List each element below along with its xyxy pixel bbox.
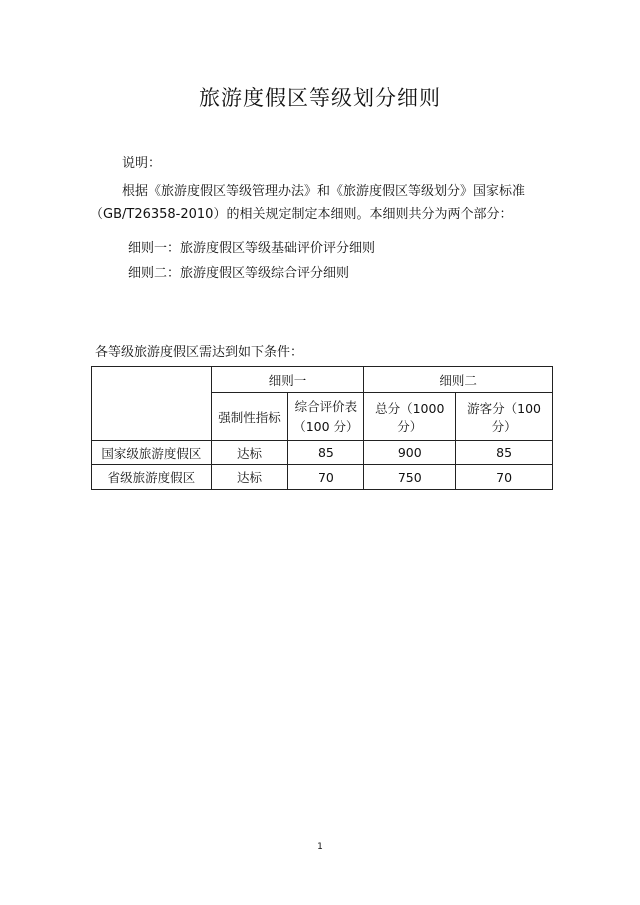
header-mandatory: 强制性指标 <box>211 393 288 441</box>
row-mandatory: 达标 <box>211 465 288 490</box>
conditions-table <box>91 366 553 490</box>
row-eval: 85 <box>288 441 364 465</box>
row-visitor: 70 <box>456 465 553 490</box>
row-name: 国家级旅游度假区 <box>92 441 212 465</box>
row-eval: 70 <box>288 465 364 490</box>
intro-paragraph: 根据《旅游度假区等级管理办法》和《旅游度假区等级划分》国家标准（GB/T26358-2010）的相关规定制定本细则。本细则共分为两个部分： <box>90 184 526 222</box>
row-total: 900 <box>364 441 456 465</box>
table-row <box>92 465 553 490</box>
row-total: 750 <box>364 465 456 490</box>
note-label: 说明： <box>122 156 162 171</box>
header-eval-line2: （100 分） <box>293 418 359 434</box>
page-number: 1 <box>317 842 323 852</box>
header-eval-line1: 综合评价表 <box>294 398 358 414</box>
header-eval <box>288 393 364 441</box>
header-total: 总分（1000 分） <box>364 393 456 441</box>
rule-item: 细则二：旅游度假区等级综合评分细则 <box>128 266 350 281</box>
row-visitor: 85 <box>456 441 553 465</box>
rule-item: 细则一：旅游度假区等级基础评价评分细则 <box>128 241 376 256</box>
header-group-2: 细则二 <box>364 367 553 393</box>
table-row <box>92 441 553 465</box>
header-visitor: 游客分（100 分） <box>456 393 553 441</box>
header-group-1: 细则一 <box>211 367 364 393</box>
table-corner-cell <box>92 367 212 441</box>
row-name: 省级旅游度假区 <box>92 465 212 490</box>
row-mandatory: 达标 <box>211 441 288 465</box>
conditions-intro: 各等级旅游度假区需达到如下条件： <box>95 345 304 360</box>
page-title: 旅游度假区等级划分细则 <box>199 86 441 110</box>
